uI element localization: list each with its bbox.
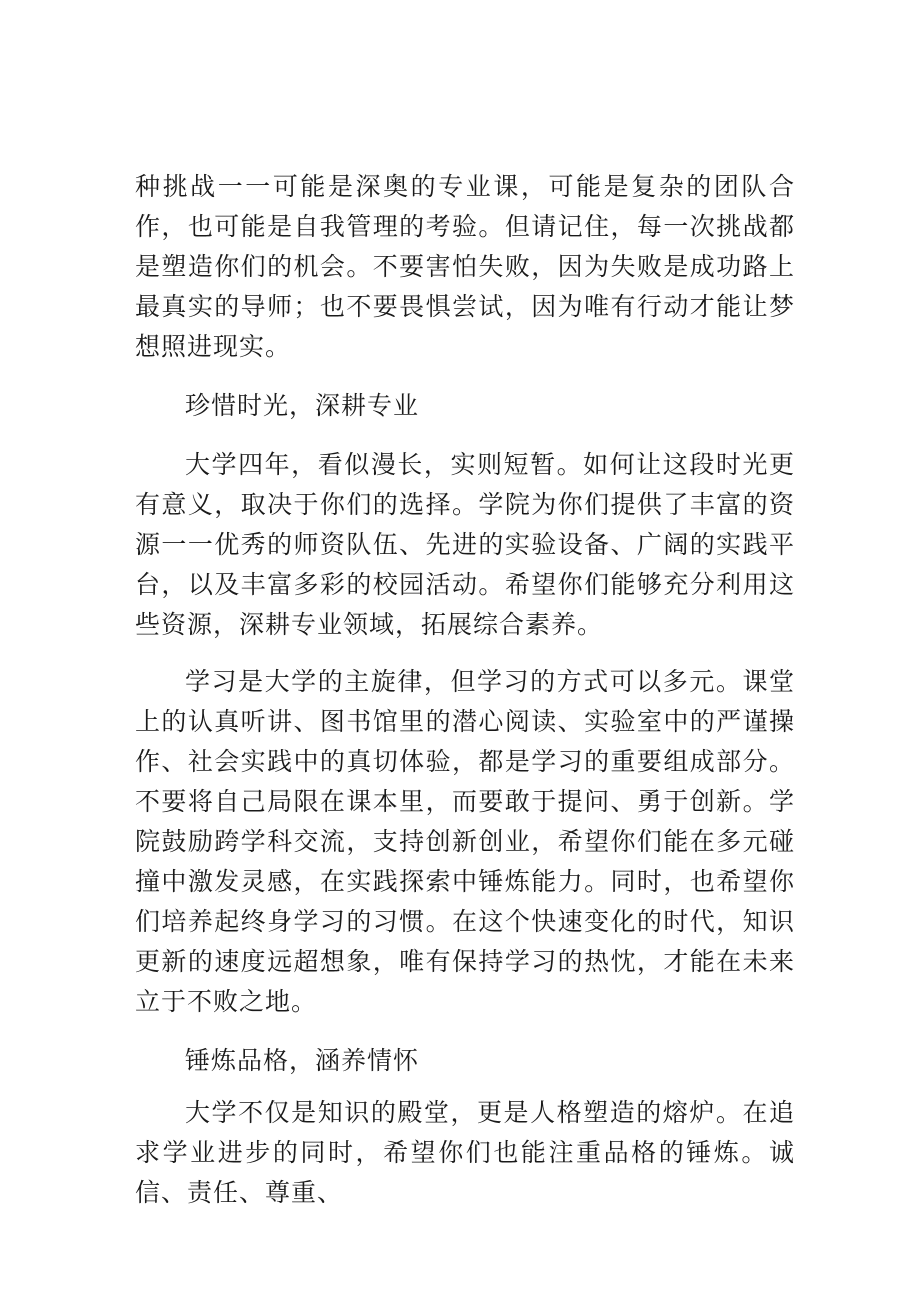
section-heading-character: 锤炼品格，涵养情怀	[185, 1046, 420, 1075]
paragraph-character: 大学不仅是知识的殿堂，更是人格塑造的熔炉。在追求学业进步的同时，希望你们也能注重品格的锤炼。诚信、责任、尊重、	[135, 1098, 795, 1207]
paragraph-four-years: 大学四年，看似漫长，实则短暂。如何让这段时光更有意义，取决于你们的选择。学院为你们提供了丰富的资源一一优秀的师资队伍、先进的实验设备、广阔的实践平台，以及丰富多彩的校园活动。希望你们能够充分利用这些资源，深耕专业领域，拓展综合素养。	[135, 450, 795, 639]
paragraph-learning: 学习是大学的主旋律，但学习的方式可以多元。课堂上的认真听讲、图书馆里的潜心阅读、实验室中的严谨操作、社会实践中的真切体验，都是学习的重要组成部分。不要将自己局限在课本里，而要敢于提问、勇于创新。学院鼓励跨学科交流，支持创新创业，希望你们能在多元碰撞中激发灵感，在实践探索中锤炼能力。同时，也希望你们培养起终身学习的习惯。在这个快速变化的时代，知识更新的速度远超想象，唯有保持学习的热忱，才能在未来立于不败之地。	[135, 667, 795, 1016]
document-body	[135, 167, 795, 1213]
section-heading-cherish-time: 珍惜时光，深耕专业	[185, 391, 420, 420]
paragraph-challenges: 种挑战一一可能是深奥的专业课，可能是复杂的团队合作，也可能是自我管理的考验。但请记住，每一次挑战都是塑造你们的机会。不要害怕失败，因为失败是成功路上最真实的导师；也不要畏惧尝试，因为唯有行动才能让梦想照进现实。	[135, 172, 795, 361]
